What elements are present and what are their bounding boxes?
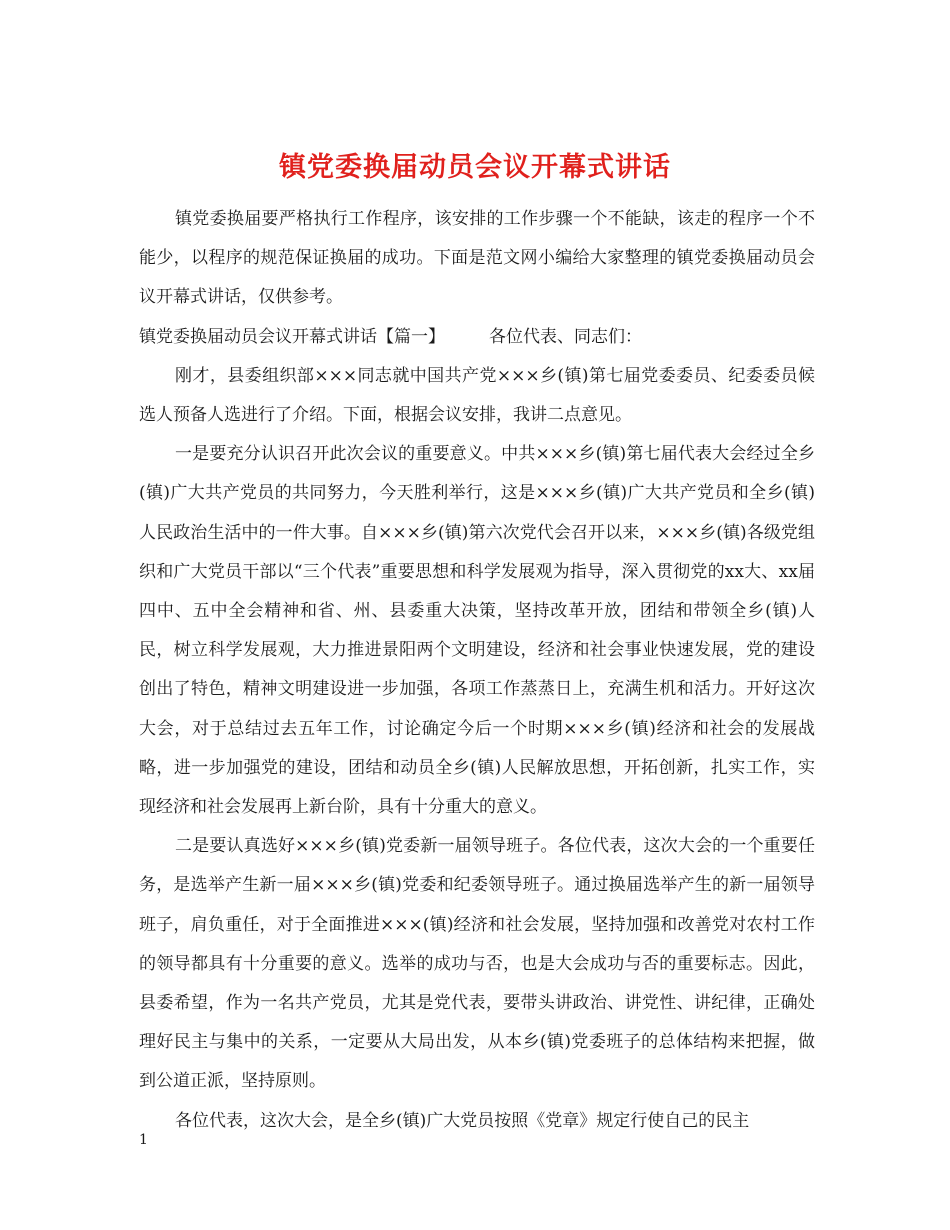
body-paragraph-4: 各位代表，这次大会，是全乡(镇)广大党员按照《党章》规定行使自己的民主 <box>175 1110 750 1131</box>
body-paragraph-1: 刚才，县委组织部×××同志就中国共产党×××乡(镇)第七届党委委员、纪委委员候选人预备人选进行了介绍。下面，根据会议安排，我讲二点意见。 <box>139 365 815 426</box>
document-title: 镇党委换届动员会议开幕式讲话 <box>279 152 671 184</box>
section-heading: 镇党委换届动员会议开幕式讲话【篇一】 <box>139 326 445 347</box>
salutation: 各位代表、同志们： <box>489 326 642 347</box>
document-body <box>139 200 815 1141</box>
body-paragraph-3: 二是要认真选好×××乡(镇)党委新一届领导班子。各位代表，这次大会的一个重要任务，是选举产生新一届×××乡(镇)党委和纪委领导班子。通过换届选举产生的新一届领导班子，肩负重任，对于全面推进×××(镇)经济和社会发展，坚持加强和改善党对农村工作的领导都具有十分重要的意义。选举的成功与否，也是大会成功与否的重要标志。因此，县委希望，作为一名共产党员，尤其是党代表，要带头讲政治、讲党性、讲纪律，正确处理好民主与集中的关系，一定要从大局出发，从本乡(镇)党委班子的总体结构来把握，做到公道正派，坚持原则。 <box>139 836 815 1092</box>
page-number: 1 <box>139 1132 148 1148</box>
body-paragraph-2: 一是要充分认识召开此次会议的重要意义。中共×××乡(镇)第七届代表大会经过全乡(镇)广大共产党员的共同努力，今天胜利举行，这是×××乡(镇)广大共产党员和全乡(镇)人民政治生活中的一件大事。自×××乡(镇)第六次党代会召开以来，×××乡(镇)各级党组织和广大党员干部以“三个代表”重要思想和科学发展观为指导，深入贯彻党的xx大、xx届四中、五中全会精神和省、州、县委重大决策，坚持改革开放，团结和带领全乡(镇)人民，树立科学发展观，大力推进景阳两个文明建设，经济和社会事业快速发展，党的建设创出了特色，精神文明建设进一步加强，各项工作蒸蒸日上，充满生机和活力。开好这次大会，对于总结过去五年工作，讨论确定今后一个时期×××乡(镇)经济和社会的发展战略，进一步加强党的建设，团结和动员全乡(镇)人民解放思想，开拓创新，扎实工作，实现经济和社会发展再上新台阶，具有十分重大的意义。 <box>139 444 815 818</box>
section-heading-line <box>139 318 815 357</box>
intro-paragraph: 镇党委换届要严格执行工作程序，该安排的工作步骤一个不能缺，该走的程序一个不能少，以程序的规范保证换届的成功。下面是范文网小编给大家整理的镇党委换届动员会议开幕式讲话，仅供参考。 <box>139 209 815 308</box>
